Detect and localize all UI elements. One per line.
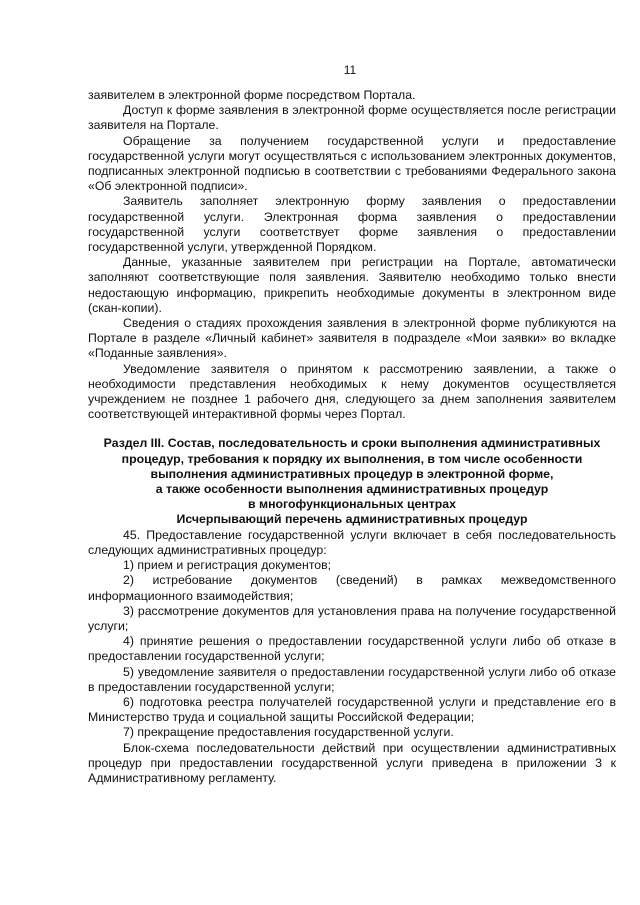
list-item-2: 2) истребование документов (сведений) в рамках межведомственного информационного взаимодействия; — [88, 573, 616, 603]
list-item-5: 5) уведомление заявителя о предоставлении государственной услуги либо об отказе в предоставлении государственной услуги; — [88, 664, 616, 694]
paragraph-applicant-fills-form: Заявитель заполняет электронную форму заявления о предоставлении государственной услуги. Электронная форма заявления о предоставлении государственной услуги соответствует форме заявления о предоставлении государственной услуги, утвержденной Порядком. — [88, 194, 616, 255]
section-title-line-2: процедур, требования к порядку их выполнения, в том числе особенности — [121, 451, 583, 466]
list-item-1: 1) прием и регистрация документов; — [123, 558, 332, 573]
list-item-3: 3) рассмотрение документов для установления права на получение государственной услуги; — [88, 603, 616, 633]
paragraph-form-access: Доступ к форме заявления в электронной форме осуществляется после регистрации заявителя на Портале. — [88, 103, 616, 133]
section-title-line-3: выполнения административных процедур в электронной форме, — [150, 466, 554, 481]
list-item-4: 4) принятие решения о предоставлении государственной услуги либо об отказе в предоставлении государственной услуги; — [88, 634, 616, 664]
section-subtitle: Исчерпывающий перечень административных процедур — [176, 512, 528, 527]
paragraph-status-info: Сведения о стадиях прохождения заявления в электронной форме публикуются на Портале в разделе «Личный кабинет» заявителя в подразделе «Мои заявки» во вкладке «Поданные заявления». — [88, 316, 616, 361]
page-number: 11 — [343, 63, 357, 77]
section-heading — [88, 436, 616, 527]
paragraph-continuation: заявителем в электронной форме посредством Портала. — [88, 88, 416, 102]
document-body — [88, 88, 616, 786]
list-item-6: 6) подготовка реестра получателей государственной услуги и представление его в Министерство труда и социальной защиты Российской Федерации; — [88, 694, 616, 725]
list-item-7: 7) прекращение предоставления государственной услуги. — [123, 725, 454, 740]
section-title-line-4: а также особенности выполнения административных процедур — [155, 482, 549, 497]
section-title-line-1: Раздел III. Состав, последовательность и сроки выполнения административных — [103, 436, 601, 451]
paragraph-notification: Уведомление заявителя о принятом к рассмотрению заявлении, а также о необходимости представления необходимых к нему документов осуществляется учреждением не позднее 1 рабочего дня, следующего за днем заполнения заявителем соответствующей интерактивной формы через Портал. — [88, 361, 616, 422]
paragraph-electronic-signature: Обращение за получением государственной услуги и предоставление государственной услуги могут осуществляться с использованием электронных документов, подписанных электронной подписью в соответствии с требованиями Федерального закона «Об электронной подписи». — [88, 133, 616, 194]
section-title-line-5: в многофункциональных центрах — [248, 497, 456, 512]
paragraph-auto-fill: Данные, указанные заявителем при регистрации на Портале, автоматически заполняют соответствующие поля заявления. Заявителю необходимо только внести недостающую информацию, прикрепить необходимые документы в электронном виде (скан-копии). — [88, 255, 616, 315]
paragraph-item-45: 45. Предоставление государственной услуги включает в себя последовательность следующих административных процедур: — [88, 527, 616, 557]
paragraph-block-diagram: Блок-схема последовательности действий при осуществлении административных процедур при предоставлении государственной услуги приведена в приложении 3 к Административному регламенту. — [88, 740, 616, 785]
